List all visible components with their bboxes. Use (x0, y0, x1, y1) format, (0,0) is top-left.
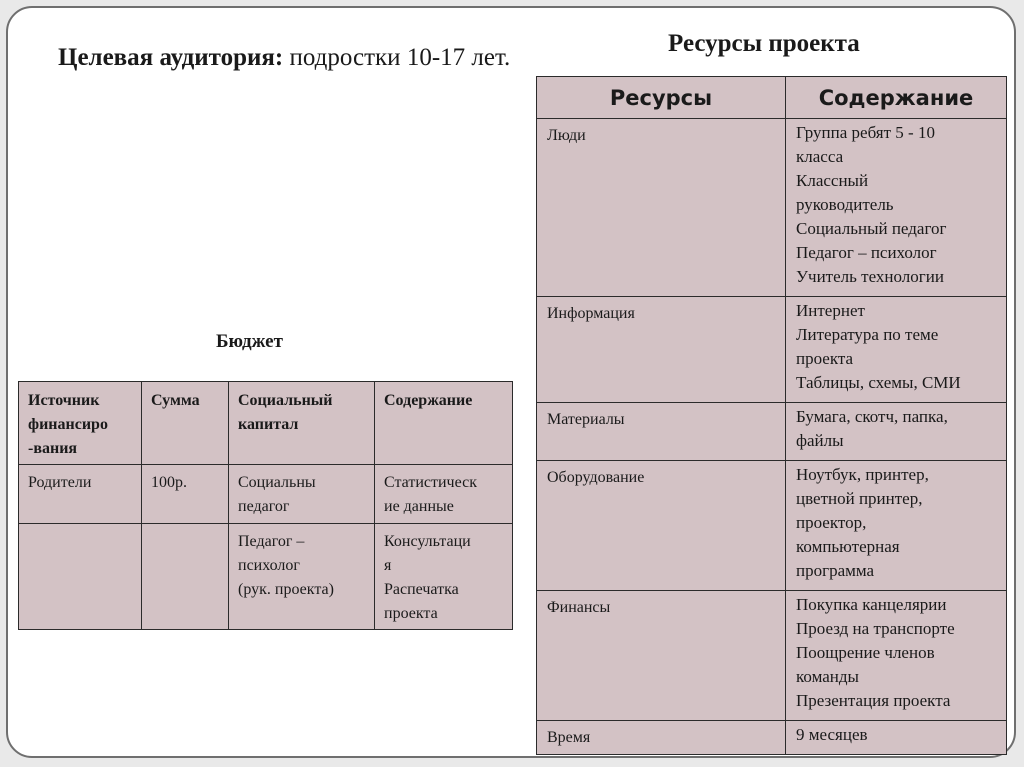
cell-line: Социальны (238, 474, 316, 491)
budget-header-cell (142, 382, 229, 465)
cell-line: Источник (28, 392, 100, 409)
cell-line: Ноутбук, принтер, (796, 465, 929, 484)
cell-line: программа (796, 561, 875, 580)
cell-line: класса (796, 147, 844, 166)
cell-line: Покупка канцелярии (796, 595, 947, 614)
cell-line: команды (796, 667, 859, 686)
cell-line: Сумма (151, 392, 200, 409)
budget-cell (19, 524, 142, 630)
resource-name: Люди (537, 119, 786, 297)
cell-line: руководитель (796, 195, 894, 214)
cell-line: компьютерная (796, 537, 900, 556)
resource-name: Информация (537, 297, 786, 403)
cell-line: проекта (384, 605, 438, 622)
budget-header-row (19, 382, 513, 465)
cell-line: ие данные (384, 498, 454, 515)
resource-name: Материалы (537, 403, 786, 461)
cell-line: Педагог – психолог (796, 243, 937, 262)
budget-cell (229, 524, 375, 630)
budget-title: Бюджет (216, 331, 283, 352)
resource-content (786, 721, 1007, 755)
resource-content (786, 119, 1007, 297)
resource-content (786, 297, 1007, 403)
cell-line: Проезд на транспорте (796, 619, 955, 638)
cell-line: проектор, (796, 513, 867, 532)
resources-row (537, 461, 1007, 591)
budget-header-cell (19, 382, 142, 465)
resources-row (537, 403, 1007, 461)
cell-line: Социальный (238, 392, 333, 409)
budget-cell (229, 465, 375, 524)
resource-content (786, 461, 1007, 591)
target-audience (58, 44, 510, 72)
resources-table (536, 76, 1007, 755)
resource-name: Финансы (537, 591, 786, 721)
budget-row (19, 524, 513, 630)
cell-line: педагог (238, 498, 290, 515)
cell-line: финансиро (28, 416, 108, 433)
cell-line: капитал (238, 416, 299, 433)
resources-row (537, 297, 1007, 403)
cell-line: Группа ребят 5 - 10 (796, 123, 935, 142)
target-audience-text: подростки 10-17 лет. (283, 44, 511, 71)
cell-line: Интернет (796, 301, 865, 320)
cell-line: (рук. проекта) (238, 581, 334, 598)
cell-line: Консультаци (384, 533, 471, 550)
cell-line: Родители (28, 474, 92, 491)
resource-content (786, 403, 1007, 461)
budget-header-cell (229, 382, 375, 465)
cell-line: проекта (796, 349, 854, 368)
cell-line: Литература по теме (796, 325, 939, 344)
cell-line: Классный (796, 171, 869, 190)
resources-header-resources: Ресурсы (537, 77, 786, 119)
resources-row (537, 721, 1007, 755)
budget-cell (142, 524, 229, 630)
resources-header-row (537, 77, 1007, 119)
resources-row (537, 119, 1007, 297)
resource-name: Оборудование (537, 461, 786, 591)
budget-cell (142, 465, 229, 524)
budget-cell (19, 465, 142, 524)
budget-header-cell (375, 382, 513, 465)
cell-line: Содержание (384, 392, 473, 409)
cell-line: Поощрение членов (796, 643, 935, 662)
cell-line: 9 месяцев (796, 725, 868, 744)
budget-cell (375, 524, 513, 630)
cell-line: Педагог – (238, 533, 305, 550)
cell-line: Распечатка (384, 581, 459, 598)
resources-row (537, 591, 1007, 721)
cell-line: Социальный педагог (796, 219, 947, 238)
cell-line: я (384, 557, 392, 574)
resources-header-content: Содержание (786, 77, 1007, 119)
cell-line: Статистическ (384, 474, 477, 491)
cell-line: Презентация проекта (796, 691, 951, 710)
cell-line: Учитель технологии (796, 267, 944, 286)
cell-line: цветной принтер, (796, 489, 923, 508)
target-audience-label: Целевая аудитория: (58, 44, 284, 71)
cell-line: -вания (28, 440, 78, 457)
cell-line: Бумага, скотч, папка, (796, 407, 948, 426)
cell-line: файлы (796, 431, 844, 450)
budget-cell (375, 465, 513, 524)
cell-line: Таблицы, схемы, СМИ (796, 373, 961, 392)
cell-line: психолог (238, 557, 300, 574)
resource-content (786, 591, 1007, 721)
budget-row (19, 465, 513, 524)
resource-name: Время (537, 721, 786, 755)
resources-title: Ресурсы проекта (668, 30, 860, 57)
budget-table (18, 381, 513, 630)
cell-line: 100р. (151, 474, 187, 491)
